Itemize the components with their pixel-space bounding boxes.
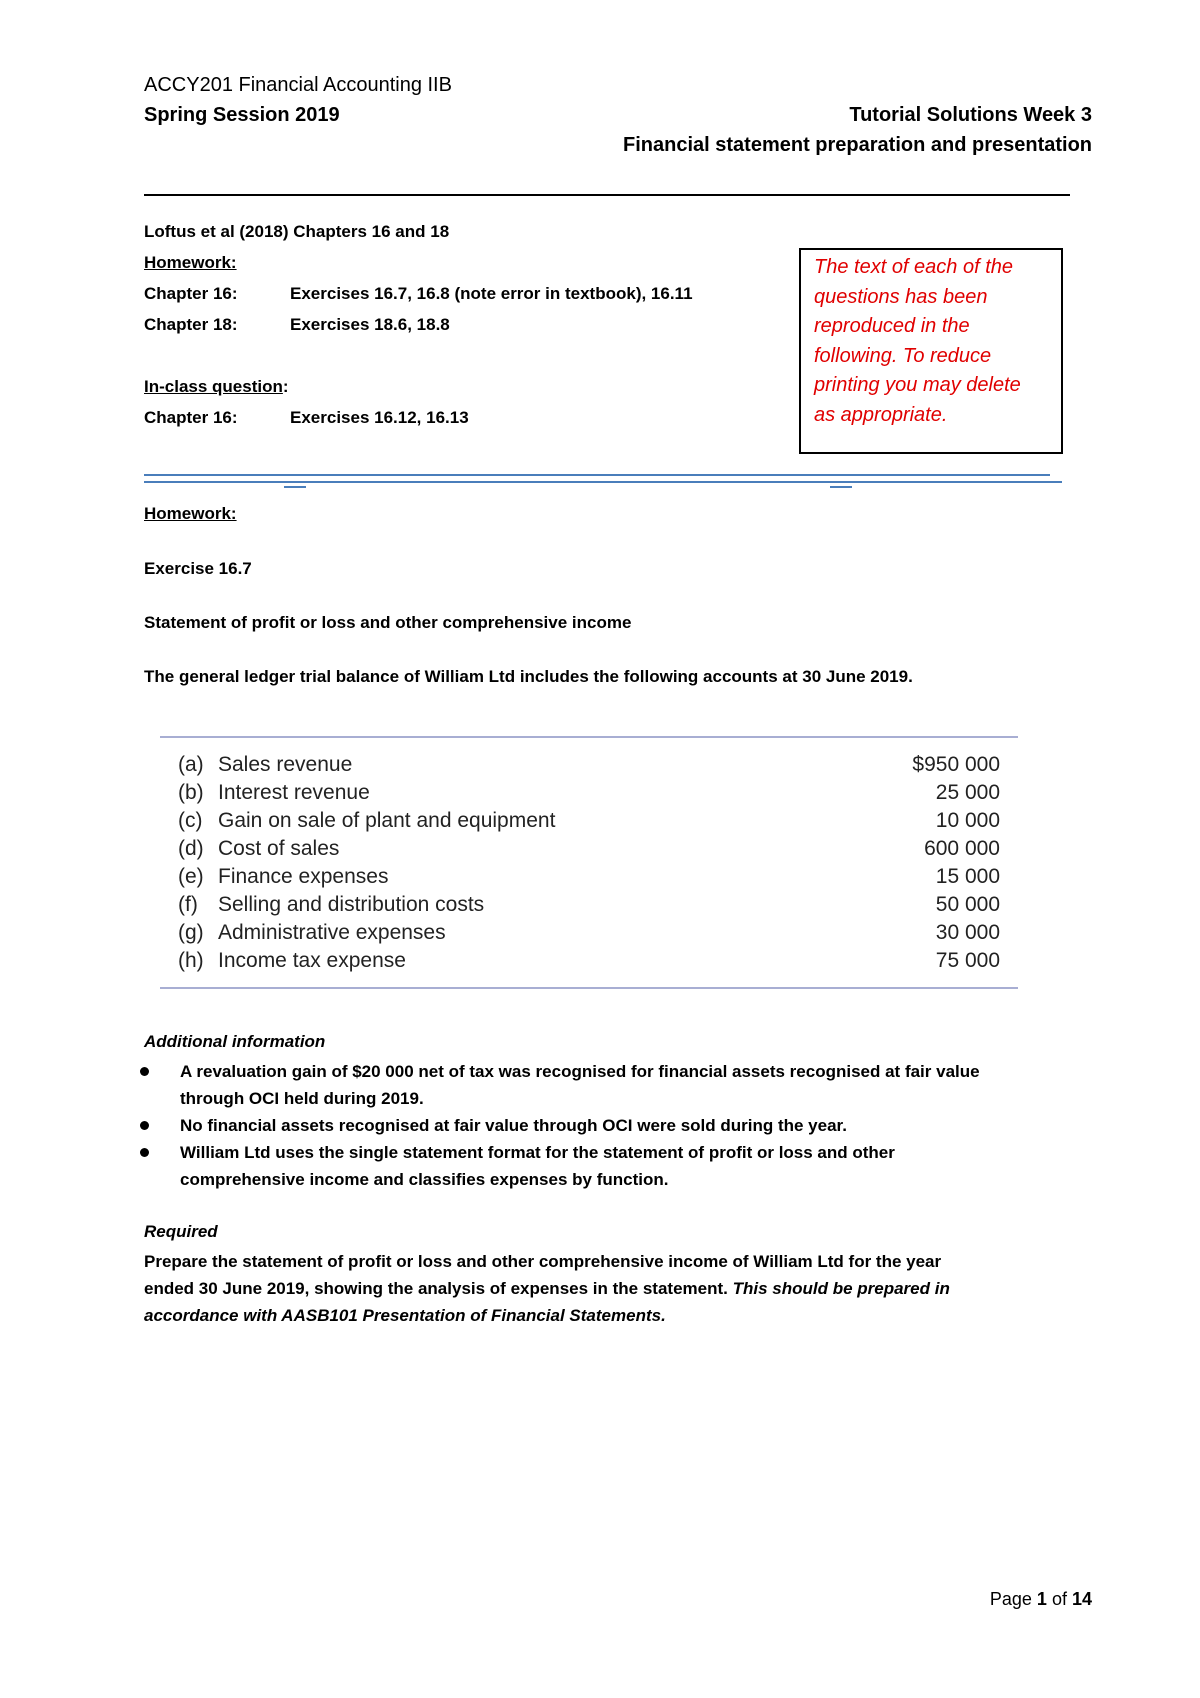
section-divider-top	[144, 474, 1050, 476]
page-number	[990, 1589, 1092, 1610]
bullet-dot	[140, 1067, 149, 1076]
exercise-title: Exercise 16.7	[144, 559, 252, 578]
document-title: Tutorial Solutions Week 3	[849, 104, 1092, 126]
row-letter: (d)	[178, 837, 204, 860]
note-line: reproduced in the	[814, 315, 970, 337]
bullet-dot	[140, 1148, 149, 1157]
homework-exercises-18: Exercises 18.6, 18.8	[290, 315, 450, 334]
additional-bullet-2	[180, 1112, 847, 1139]
row-account: Income tax expense	[218, 949, 406, 972]
of-word: of	[1051, 1589, 1067, 1609]
row-account: Interest revenue	[218, 781, 370, 804]
required-line-3: accordance with AASB101 Presentation of Financial Statements.	[144, 1306, 666, 1325]
row-letter: (h)	[178, 949, 204, 972]
page-word: Page	[989, 1589, 1032, 1609]
page-total: 14	[1071, 1589, 1092, 1609]
homework-exercises-16: Exercises 16.7, 16.8 (note error in textbook), 16.11	[290, 284, 693, 303]
row-account: Cost of sales	[218, 837, 340, 860]
bullet-dot	[140, 1121, 149, 1130]
row-letter: (f)	[178, 893, 198, 916]
course-title: ACCY201 Financial Accounting IIB	[144, 74, 452, 96]
exercise-intro: The general ledger trial balance of William Ltd includes the following accounts at 30 June 2019.	[144, 667, 913, 686]
bullet-line: through OCI held during 2019.	[180, 1089, 424, 1108]
required-line-2	[144, 1275, 950, 1302]
table-row	[160, 809, 1010, 837]
row-amount: 75 000	[935, 949, 1000, 972]
inclass-exercises-16: Exercises 16.12, 16.13	[290, 408, 469, 427]
inclass-chapter-16: Chapter 16:	[144, 408, 238, 427]
row-amount: 25 000	[935, 781, 1000, 804]
page-current: 1	[1036, 1589, 1047, 1609]
row-account: Sales revenue	[218, 753, 353, 776]
row-account: Selling and distribution costs	[218, 893, 485, 916]
row-letter: (e)	[178, 865, 204, 888]
inclass-heading	[144, 377, 289, 397]
required-line-2-text: ended 30 June 2019, showing the analysis of expenses in the statement.	[144, 1279, 733, 1298]
table-row	[160, 753, 1010, 781]
homework-chapter-16: Chapter 16:	[144, 284, 238, 303]
exercise-subtitle: Statement of profit or loss and other comprehensive income	[144, 613, 632, 632]
row-amount: $950 000	[912, 753, 1000, 776]
row-letter: (a)	[178, 753, 204, 776]
note-line: questions has been	[814, 285, 988, 308]
table-row	[160, 865, 1010, 893]
row-amount: 50 000	[935, 893, 1000, 916]
row-letter: (b)	[178, 781, 204, 804]
section-divider-bottom	[144, 481, 1062, 483]
table-top-rule	[160, 736, 1018, 738]
table-bottom-rule	[160, 987, 1018, 989]
note-box	[799, 248, 1063, 454]
row-amount: 600 000	[924, 837, 1000, 860]
homework-heading: Homework:	[144, 253, 237, 272]
session-label: Spring Session 2019	[144, 104, 340, 126]
additional-heading: Additional information	[144, 1032, 326, 1051]
row-amount: 30 000	[935, 921, 1000, 944]
divider-mark	[284, 486, 306, 488]
row-letter: (c)	[178, 809, 203, 832]
table-row	[160, 921, 1010, 949]
row-account: Finance expenses	[218, 865, 389, 888]
bullet-line: William Ltd uses the single statement format for the statement of profit or loss and other	[180, 1143, 895, 1162]
row-letter: (g)	[178, 921, 204, 944]
table-row	[160, 781, 1010, 809]
inclass-label: In-class question	[144, 377, 283, 396]
bullet-line: A revaluation gain of $20 000 net of tax was recognised for financial assets recognised at fair value	[180, 1062, 980, 1081]
divider-mark	[830, 486, 852, 488]
header-divider	[144, 194, 1070, 196]
row-account: Administrative expenses	[218, 921, 446, 944]
topic-title: Financial statement preparation and presentation	[623, 134, 1092, 156]
required-heading: Required	[144, 1222, 218, 1241]
note-line: The text of each of the	[814, 256, 1014, 278]
row-amount: 10 000	[935, 809, 1000, 832]
required-line-1: Prepare the statement of profit or loss and other comprehensive income of William Ltd for the year	[144, 1252, 942, 1271]
required-line-2-emphasis: This should be prepared in	[732, 1279, 950, 1298]
reference-text: Loftus et al (2018) Chapters 16 and 18	[144, 222, 450, 241]
note-line: following. To reduce	[814, 344, 992, 367]
inclass-colon: :	[282, 377, 289, 396]
section-homework-heading: Homework:	[144, 504, 237, 523]
table-row	[160, 949, 1010, 977]
homework-chapter-18: Chapter 18:	[144, 315, 238, 334]
note-line: printing you may delete	[814, 374, 1021, 396]
table-row	[160, 837, 1010, 865]
bullet-line: comprehensive income and classifies expenses by function.	[180, 1170, 669, 1189]
row-account: Gain on sale of plant and equipment	[218, 809, 556, 832]
note-line: as appropriate.	[814, 403, 948, 426]
required-text	[144, 1248, 950, 1329]
additional-bullet-1	[180, 1058, 980, 1112]
bullet-line: No financial assets recognised at fair value through OCI were sold during the year.	[180, 1116, 847, 1135]
row-amount: 15 000	[935, 865, 1000, 888]
table-row	[160, 893, 1010, 921]
additional-bullet-3	[180, 1139, 895, 1193]
